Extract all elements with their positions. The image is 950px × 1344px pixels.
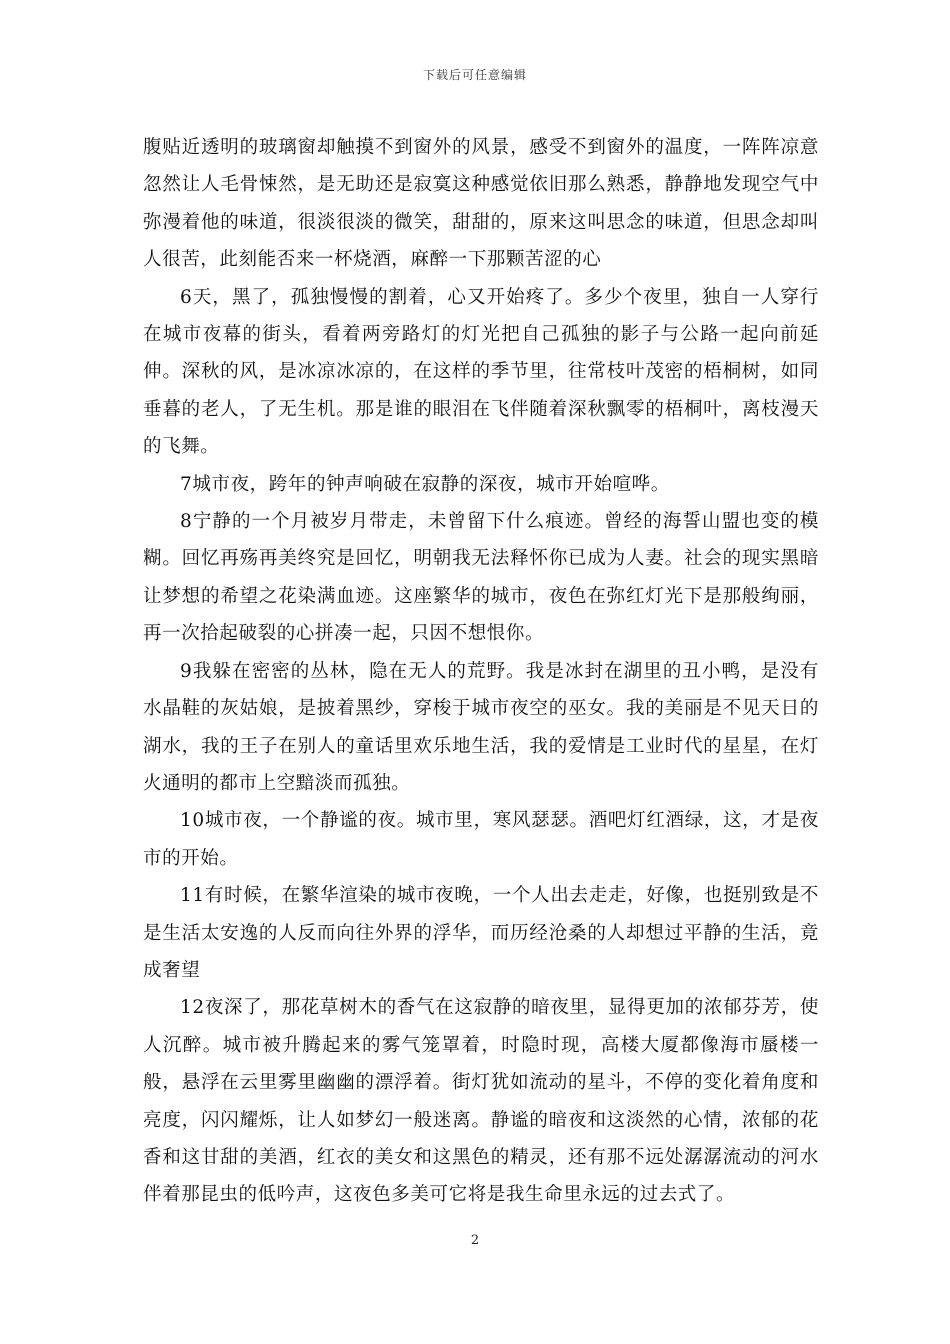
page-header: 下载后可任意编辑 [422, 68, 527, 82]
paragraph-8: 8宁静的一个月被岁月带走，未曾留下什么痕迹。曾经的海誓山盟也变的模糊。回忆再殇再美终究是回忆，明朝我无法释怀你已成为人妻。社会的现实黑暗让梦想的希望之花染满血迹。这座繁华的城市，夜色在弥红灯光下是那般绚丽，再一次拾起破裂的心拼凑一起，只因不想恨你。 [143, 511, 819, 645]
document-body [143, 129, 819, 1214]
paragraph-6: 6天，黑了，孤独慢慢的割着，心又开始疼了。多少个夜里，独自一人穿行在城市夜幕的街头，看着两旁路灯的灯光把自己孤独的影子与公路一起向前延伸。深秋的风，是冰凉冰凉的，在这样的季节里，往常枝叶茂密的梧桐树，如同垂暮的老人，了无生机。那是谁的眼泪在飞伴随着深秋飘零的梧桐叶，离枝漫天的飞舞。 [143, 286, 819, 458]
paragraph-continuation: 腹贴近透明的玻璃窗却触摸不到窗外的风景，感受不到窗外的温度，一阵阵凉意忽然让人毛骨悚然，是无助还是寂寞这种感觉依旧那么熟悉，静静地发现空气中弥漫着他的味道，很淡很淡的微笑，甜甜的，原来这叫思念的味道，但思念却叫人很苦，此刻能否来一杯烧酒，麻醉一下那颗苦涩的心 [143, 137, 819, 271]
paragraph-10: 10城市夜，一个静谧的夜。城市里，寒风瑟瑟。酒吧灯红酒绿，这，才是夜市的开始。 [143, 810, 819, 869]
page-number: 2 [470, 1233, 480, 1248]
paragraph-7: 7城市夜，跨年的钟声响破在寂静的深夜，城市开始喧哗。 [180, 473, 670, 495]
paragraph-12: 12夜深了，那花草树木的香气在这寂静的暗夜里，显得更加的浓郁芬芳，使人沉醉。城市被升腾起来的雾气笼罩着，时隐时现，高楼大厦都像海市蜃楼一般，悬浮在云里雾里幽幽的漂浮着。街灯犹如流动的星斗，不停的变化着角度和亮度，闪闪耀烁，让人如梦幻一般迷离。静谧的暗夜和这淡然的心情，浓郁的花香和这甘甜的美酒，红衣的美女和这黑色的精灵，还有那不远处潺潺流动的河水伴着那昆虫的低吟声，这夜色多美可它将是我生命里永远的过去式了。 [143, 997, 819, 1206]
paragraph-9: 9我躲在密密的丛林，隐在无人的荒野。我是冰封在湖里的丑小鸭，是没有水晶鞋的灰姑娘，是披着黑纱，穿梭于城市夜空的巫女。我的美丽是不见天日的湖水，我的王子在别人的童话里欢乐地生活，我的爱情是工业时代的星星，在灯火通明的都市上空黯淡而孤独。 [143, 660, 819, 794]
paragraph-11: 11有时候，在繁华渲染的城市夜晚，一个人出去走走，好像，也挺别致是不是生活太安逸的人反而向往外界的浮华，而历经沧桑的人却想过平静的生活，竟成奢望 [143, 885, 819, 981]
